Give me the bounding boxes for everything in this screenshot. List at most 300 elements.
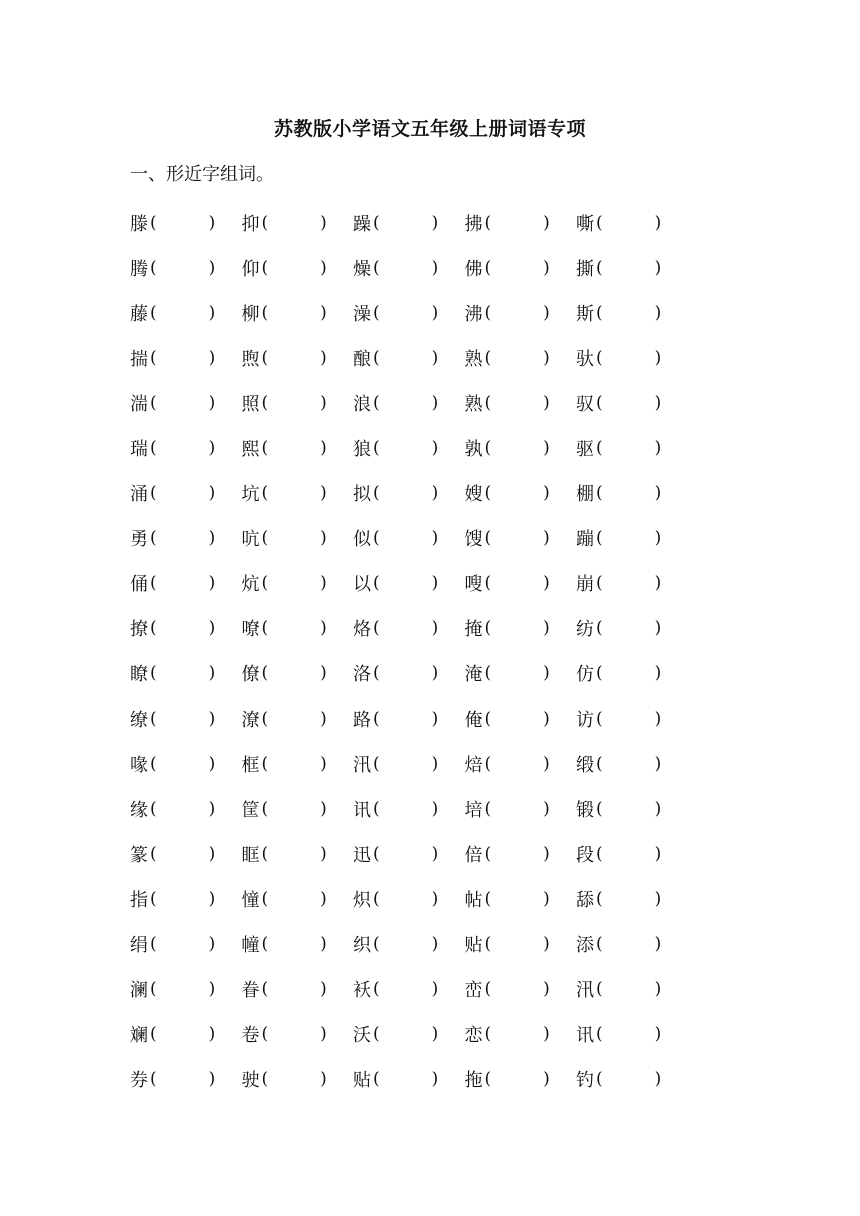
close-paren: ) <box>431 888 439 909</box>
character: 纺 <box>576 619 594 641</box>
word-item <box>465 931 577 957</box>
open-paren: ( <box>484 1024 492 1045</box>
close-paren: ) <box>208 708 216 729</box>
grid-row <box>130 1057 690 1102</box>
close-paren: ) <box>208 618 216 639</box>
open-paren: ( <box>484 798 492 819</box>
close-paren: ) <box>431 438 439 459</box>
word-item <box>130 841 242 867</box>
character: 澡 <box>353 303 371 325</box>
close-paren: ) <box>654 618 662 639</box>
close-paren: ) <box>208 573 216 594</box>
word-item <box>242 345 354 371</box>
open-paren: ( <box>484 302 492 323</box>
open-paren: ( <box>373 483 380 504</box>
open-paren: ( <box>261 934 269 955</box>
open-paren: ( <box>150 212 157 233</box>
character: 驱 <box>576 439 594 461</box>
close-paren: ) <box>208 257 216 278</box>
character: 炕 <box>241 574 260 596</box>
close-paren: ) <box>320 618 327 639</box>
close-paren: ) <box>543 347 550 368</box>
open-paren: ( <box>373 1069 380 1090</box>
open-paren: ( <box>150 347 157 368</box>
open-paren: ( <box>373 934 380 955</box>
open-paren: ( <box>373 347 380 368</box>
word-item <box>353 345 465 371</box>
word-item <box>242 525 354 551</box>
word-item <box>353 525 465 551</box>
word-item <box>353 706 465 732</box>
open-paren: ( <box>596 934 603 955</box>
open-paren: ( <box>261 618 269 639</box>
word-item <box>353 976 465 1002</box>
grid-row <box>130 561 690 606</box>
close-paren: ) <box>208 438 216 459</box>
close-paren: ) <box>543 979 550 1000</box>
close-paren: ) <box>431 528 439 549</box>
character: 揣 <box>130 348 148 370</box>
word-item <box>130 886 242 912</box>
word-item <box>353 931 465 957</box>
word-item <box>576 1021 688 1047</box>
character: 沃 <box>353 1025 371 1047</box>
open-paren: ( <box>261 708 269 729</box>
word-item <box>576 976 688 1002</box>
open-paren: ( <box>596 573 603 594</box>
character: 躁 <box>353 213 371 235</box>
close-paren: ) <box>431 1024 439 1045</box>
character: 段 <box>576 844 594 866</box>
open-paren: ( <box>261 1069 269 1090</box>
close-paren: ) <box>654 753 662 774</box>
word-item <box>576 615 688 641</box>
character: 崩 <box>576 574 594 596</box>
character: 路 <box>353 709 371 731</box>
character: 炽 <box>353 889 371 911</box>
close-paren: ) <box>654 708 662 729</box>
character: 指 <box>130 889 148 911</box>
open-paren: ( <box>596 618 603 639</box>
close-paren: ) <box>431 979 439 1000</box>
word-item <box>576 751 688 777</box>
open-paren: ( <box>484 888 492 909</box>
word-item <box>242 435 354 461</box>
close-paren: ) <box>654 392 662 413</box>
open-paren: ( <box>484 708 492 729</box>
word-item <box>576 1066 688 1092</box>
close-paren: ) <box>654 843 662 864</box>
close-paren: ) <box>654 573 662 594</box>
word-item <box>465 570 577 596</box>
open-paren: ( <box>261 528 269 549</box>
open-paren: ( <box>150 618 157 639</box>
close-paren: ) <box>543 302 550 323</box>
word-item <box>465 976 577 1002</box>
open-paren: ( <box>373 798 380 819</box>
open-paren: ( <box>484 438 492 459</box>
word-item <box>465 841 577 867</box>
word-item <box>353 435 465 461</box>
close-paren: ) <box>208 212 216 233</box>
character: 券 <box>130 1070 148 1092</box>
word-item <box>465 615 577 641</box>
close-paren: ) <box>543 1024 550 1045</box>
word-item <box>242 615 354 641</box>
word-item <box>465 1066 577 1092</box>
word-item <box>465 210 577 236</box>
open-paren: ( <box>150 753 157 774</box>
close-paren: ) <box>543 888 550 909</box>
character: 讯 <box>353 799 371 821</box>
open-paren: ( <box>261 888 269 909</box>
character: 憧 <box>241 889 260 911</box>
close-paren: ) <box>654 1024 662 1045</box>
character: 帖 <box>464 889 483 911</box>
character: 潦 <box>241 709 260 731</box>
character: 贴 <box>353 1070 371 1092</box>
close-paren: ) <box>654 1069 662 1090</box>
open-paren: ( <box>373 1024 380 1045</box>
word-item <box>353 570 465 596</box>
grid-row <box>130 290 690 335</box>
word-item <box>353 1021 465 1047</box>
character: 抑 <box>241 213 260 235</box>
open-paren: ( <box>261 483 269 504</box>
close-paren: ) <box>320 573 327 594</box>
open-paren: ( <box>596 798 603 819</box>
close-paren: ) <box>320 347 327 368</box>
close-paren: ) <box>320 392 327 413</box>
word-item <box>242 841 354 867</box>
word-item <box>353 210 465 236</box>
character: 缘 <box>130 799 148 821</box>
character: 撩 <box>130 619 148 641</box>
open-paren: ( <box>373 663 380 684</box>
close-paren: ) <box>431 483 439 504</box>
open-paren: ( <box>373 888 380 909</box>
close-paren: ) <box>431 708 439 729</box>
grid-row <box>130 696 690 741</box>
character: 瞭 <box>130 664 148 686</box>
open-paren: ( <box>484 934 492 955</box>
open-paren: ( <box>373 618 380 639</box>
open-paren: ( <box>150 302 157 323</box>
character: 浪 <box>353 393 371 415</box>
word-item <box>576 300 688 326</box>
open-paren: ( <box>373 843 380 864</box>
word-item <box>465 480 577 506</box>
character: 俑 <box>130 574 148 596</box>
open-paren: ( <box>150 573 157 594</box>
word-item <box>465 1021 577 1047</box>
word-item <box>576 931 688 957</box>
open-paren: ( <box>484 528 492 549</box>
open-paren: ( <box>596 392 603 413</box>
word-item <box>353 480 465 506</box>
character: 恋 <box>464 1025 483 1047</box>
character: 贴 <box>464 935 483 957</box>
close-paren: ) <box>208 1069 216 1090</box>
grid-row <box>130 831 690 876</box>
close-paren: ) <box>654 347 662 368</box>
open-paren: ( <box>373 302 380 323</box>
character: 袄 <box>353 980 371 1002</box>
character: 驮 <box>576 348 594 370</box>
word-item <box>130 931 242 957</box>
open-paren: ( <box>373 257 380 278</box>
open-paren: ( <box>373 753 380 774</box>
open-paren: ( <box>484 618 492 639</box>
close-paren: ) <box>320 753 327 774</box>
character: 驶 <box>241 1070 260 1092</box>
character: 嫂 <box>464 484 483 506</box>
open-paren: ( <box>596 1024 603 1045</box>
open-paren: ( <box>261 392 269 413</box>
character: 掩 <box>464 619 483 641</box>
open-paren: ( <box>373 392 380 413</box>
word-item <box>242 255 354 281</box>
close-paren: ) <box>543 934 550 955</box>
grid-row <box>130 245 690 290</box>
character: 蹦 <box>576 529 594 551</box>
open-paren: ( <box>484 347 492 368</box>
character: 佛 <box>464 258 483 280</box>
word-item <box>242 751 354 777</box>
grid-row <box>130 1012 690 1057</box>
word-item <box>130 480 242 506</box>
close-paren: ) <box>654 438 662 459</box>
close-paren: ) <box>320 257 327 278</box>
open-paren: ( <box>261 753 269 774</box>
close-paren: ) <box>208 979 216 1000</box>
close-paren: ) <box>320 483 327 504</box>
word-item <box>576 435 688 461</box>
close-paren: ) <box>543 843 550 864</box>
character: 培 <box>464 799 483 821</box>
close-paren: ) <box>543 573 550 594</box>
character: 峦 <box>464 980 483 1002</box>
character: 孰 <box>464 439 483 461</box>
close-paren: ) <box>320 1024 327 1045</box>
close-paren: ) <box>320 1069 327 1090</box>
word-item <box>576 345 688 371</box>
word-item <box>242 1021 354 1047</box>
close-paren: ) <box>320 798 327 819</box>
character: 熟 <box>464 393 483 415</box>
word-item <box>576 525 688 551</box>
close-paren: ) <box>208 392 216 413</box>
close-paren: ) <box>208 663 216 684</box>
open-paren: ( <box>596 888 603 909</box>
word-item <box>242 390 354 416</box>
word-item <box>242 976 354 1002</box>
word-item <box>353 660 465 686</box>
close-paren: ) <box>431 843 439 864</box>
close-paren: ) <box>208 347 216 368</box>
word-item <box>465 751 577 777</box>
word-item <box>130 390 242 416</box>
open-paren: ( <box>261 302 269 323</box>
word-item <box>242 706 354 732</box>
character: 烙 <box>353 619 371 641</box>
open-paren: ( <box>484 483 492 504</box>
open-paren: ( <box>373 212 380 233</box>
word-item <box>465 390 577 416</box>
close-paren: ) <box>320 708 327 729</box>
close-paren: ) <box>431 1069 439 1090</box>
close-paren: ) <box>654 212 662 233</box>
character: 滕 <box>130 213 148 235</box>
character: 绢 <box>130 935 148 957</box>
open-paren: ( <box>484 212 492 233</box>
open-paren: ( <box>596 257 603 278</box>
close-paren: ) <box>543 708 550 729</box>
open-paren: ( <box>484 1069 492 1090</box>
character: 幢 <box>241 935 260 957</box>
close-paren: ) <box>208 483 216 504</box>
character: 汛 <box>353 754 371 776</box>
close-paren: ) <box>654 483 662 504</box>
character: 勇 <box>130 529 148 551</box>
character: 熙 <box>241 439 260 461</box>
word-item <box>130 255 242 281</box>
word-item <box>130 1066 242 1092</box>
character: 仿 <box>576 664 594 686</box>
character: 狼 <box>353 439 371 461</box>
open-paren: ( <box>261 212 269 233</box>
open-paren: ( <box>596 663 603 684</box>
close-paren: ) <box>431 753 439 774</box>
character: 藤 <box>130 303 148 325</box>
character: 沸 <box>464 303 483 325</box>
character: 拟 <box>353 484 371 506</box>
word-item <box>465 525 577 551</box>
character: 舔 <box>576 889 594 911</box>
open-paren: ( <box>150 528 157 549</box>
close-paren: ) <box>654 302 662 323</box>
word-item <box>465 300 577 326</box>
character: 锻 <box>576 799 594 821</box>
character: 拂 <box>464 213 483 235</box>
word-item <box>465 435 577 461</box>
grid-row <box>130 425 690 470</box>
close-paren: ) <box>654 257 662 278</box>
close-paren: ) <box>208 888 216 909</box>
character: 讯 <box>576 1025 594 1047</box>
word-item <box>576 841 688 867</box>
word-item <box>242 300 354 326</box>
close-paren: ) <box>543 212 550 233</box>
character: 燥 <box>353 258 371 280</box>
close-paren: ) <box>654 528 662 549</box>
word-item <box>130 300 242 326</box>
grid-row <box>130 741 690 786</box>
open-paren: ( <box>596 708 603 729</box>
open-paren: ( <box>484 257 492 278</box>
word-item <box>242 570 354 596</box>
open-paren: ( <box>596 212 603 233</box>
character: 访 <box>576 709 594 731</box>
grid-row <box>130 922 690 967</box>
character: 腾 <box>130 258 148 280</box>
open-paren: ( <box>150 257 157 278</box>
word-item <box>242 210 354 236</box>
character: 洛 <box>353 664 371 686</box>
open-paren: ( <box>596 483 603 504</box>
character: 嘶 <box>576 213 594 235</box>
open-paren: ( <box>261 798 269 819</box>
character: 筐 <box>241 799 260 821</box>
word-item <box>353 751 465 777</box>
open-paren: ( <box>596 302 603 323</box>
word-item <box>576 706 688 732</box>
open-paren: ( <box>261 843 269 864</box>
character: 俺 <box>464 709 483 731</box>
close-paren: ) <box>543 392 550 413</box>
word-item <box>465 345 577 371</box>
word-item <box>576 210 688 236</box>
close-paren: ) <box>320 438 327 459</box>
open-paren: ( <box>261 438 269 459</box>
close-paren: ) <box>431 212 439 233</box>
grid-row <box>130 876 690 921</box>
character: 篆 <box>130 844 148 866</box>
open-paren: ( <box>261 573 269 594</box>
close-paren: ) <box>208 753 216 774</box>
character: 僚 <box>241 664 260 686</box>
open-paren: ( <box>596 843 603 864</box>
character: 眷 <box>241 980 260 1002</box>
close-paren: ) <box>320 843 327 864</box>
close-paren: ) <box>543 257 550 278</box>
character: 撕 <box>576 258 594 280</box>
close-paren: ) <box>208 798 216 819</box>
open-paren: ( <box>484 573 492 594</box>
grid-row <box>130 380 690 425</box>
close-paren: ) <box>208 1024 216 1045</box>
open-paren: ( <box>373 438 380 459</box>
word-item <box>576 796 688 822</box>
open-paren: ( <box>150 663 157 684</box>
character: 熟 <box>464 348 483 370</box>
open-paren: ( <box>484 663 492 684</box>
close-paren: ) <box>654 934 662 955</box>
close-paren: ) <box>320 528 327 549</box>
close-paren: ) <box>431 798 439 819</box>
close-paren: ) <box>654 888 662 909</box>
close-paren: ) <box>431 573 439 594</box>
character: 瑞 <box>130 439 148 461</box>
character: 驭 <box>576 393 594 415</box>
word-item <box>130 976 242 1002</box>
word-item <box>353 1066 465 1092</box>
character: 煦 <box>241 348 260 370</box>
character: 吭 <box>241 529 260 551</box>
character: 钓 <box>576 1070 594 1092</box>
character: 倍 <box>464 844 483 866</box>
word-item <box>353 390 465 416</box>
word-item <box>130 615 242 641</box>
word-item <box>130 435 242 461</box>
character: 淹 <box>464 664 483 686</box>
open-paren: ( <box>373 708 380 729</box>
open-paren: ( <box>484 843 492 864</box>
character: 眶 <box>241 844 260 866</box>
open-paren: ( <box>150 392 157 413</box>
open-paren: ( <box>150 843 157 864</box>
close-paren: ) <box>543 663 550 684</box>
